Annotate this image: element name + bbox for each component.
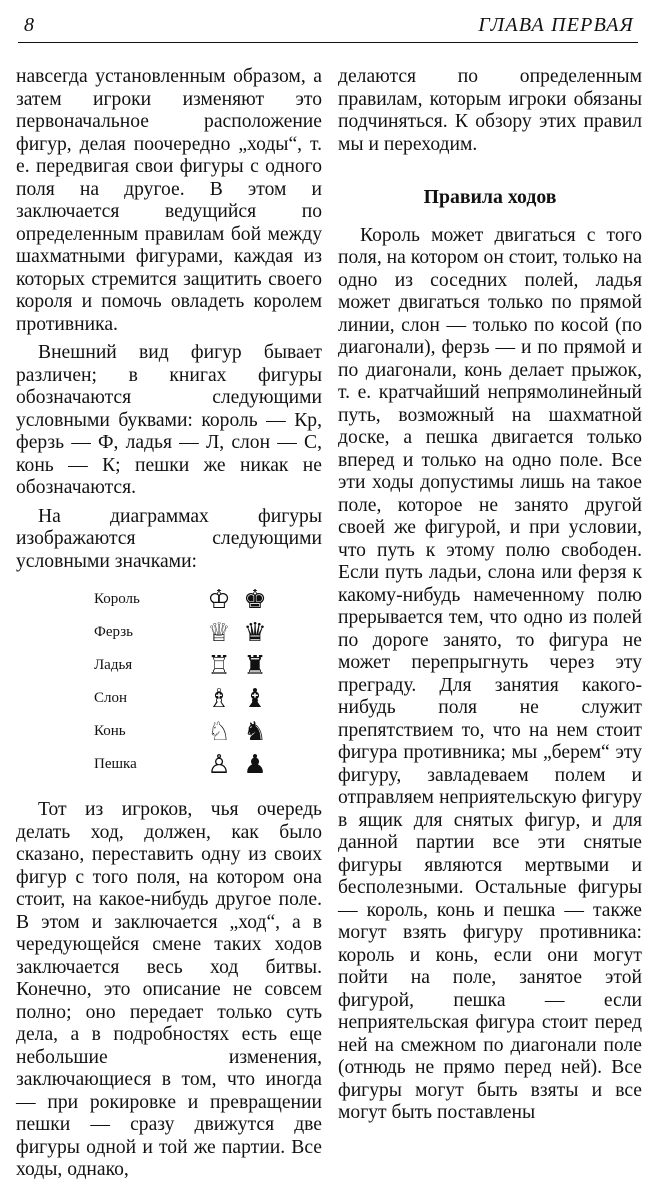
page-header [18, 12, 638, 43]
running-head: ГЛАВА ПЕРВАЯ [478, 14, 634, 36]
right-column [338, 66, 642, 1125]
piece-legend [16, 583, 322, 781]
section-title: Правила ходов [423, 186, 557, 208]
black-pawn-icon: ♟ [243, 749, 267, 780]
paragraph-continuation: навсегда установленным образом, а затем игроки изменяют это первоначальное расположение фигур, делая поочередно „ходы“, т. е. передвигая свои фигуры с одного поля на другое. В этом и заключается ведущийся по определенным правилам бой между шахматными фигурами, каждая из которых стремится защитить своего короля и помочь овладеть королем противника. [16, 66, 322, 335]
white-king-icon: ♔ [207, 584, 231, 615]
page-number: 8 [24, 14, 34, 36]
legend-row-pawn [16, 748, 322, 781]
legend-row-knight [16, 715, 322, 748]
white-bishop-icon: ♗ [207, 683, 231, 714]
legend-row-king [16, 583, 322, 616]
black-rook-icon: ♜ [243, 650, 267, 681]
white-pawn-icon: ♙ [207, 749, 231, 780]
paragraph-move-description: Тот из игроков, чья очередь делать ход, должен, как было сказано, переставить одну из своих фигур с того поля, на котором она стоит, на какое-нибудь другое поле. В этом и заключается „ход“, а в чередующейся смене таких ходов заключается весь ход битвы. Конечно, это описание не совсем полно; оно передает только суть дела, а в подробностях есть еще небольшие изменения, заключающиеся в том, что иногда — при рокировке и превращении пешки — сразу движутся две фигуры одной и той же партии. Все ходы, однако, [16, 799, 322, 1180]
black-queen-icon: ♛ [243, 617, 267, 648]
paragraph-continuation: делаются по определенным правилам, которым игроки обязаны подчиняться. К обзору этих правил мы и переходим. [338, 66, 642, 155]
black-knight-icon: ♞ [243, 716, 267, 747]
paragraph-diagram-symbols: На диаграммах фигуры изображаются следующими условными значками: [16, 505, 322, 572]
legend-label: Конь [94, 723, 126, 740]
white-knight-icon: ♘ [207, 716, 231, 747]
black-king-icon: ♚ [243, 584, 267, 615]
black-bishop-icon: ♝ [243, 683, 267, 714]
paragraph-move-rules: Король может двигаться с того поля, на котором он стоит, только на одно из соседних полей, ладья может двигаться только по прямой линии, слон — только по косой (по диагонали), ферзь — и по прямой и по диагонали, конь делает прыжок, т. е. кратчайший непрямолинейный путь, возможный на шахматной доске, а пешка двигается только вперед и только на одно поле. Все эти ходы допустимы лишь на такое поле, которое не занято другой своей же фигурой, и при условии, что путь к этому полю свободен. Если путь ладьи, слона или ферзя к какому-нибудь намеченному полю прерывается тем, что одно из полей по дороге занято, то фигура не может перепрыгнуть через эту преграду. Для занятия какого-нибудь поля не служит препятствием то, что на нем стоит фигура противника; мы „берем“ эту фигуру, завладеваем полем и отправляем неприятельскую фигуру в ящик для снятых фигур, и для данной партии все эти снятые фигуры являются мертвыми и бесполезными. Остальные фигуры — король, конь и пешка — также могут взять фигуру противника: король и конь, если они могут пойти на поле, занятое этой фигурой, пешка — если неприятельская фигура стоит перед ней на смежном по диагонали поле (отнюдь не прямо перед ней). Все фигуры могут быть взяты и все могут быть поставлены [338, 224, 642, 1123]
legend-row-queen [16, 616, 322, 649]
white-rook-icon: ♖ [207, 650, 231, 681]
legend-row-rook [16, 649, 322, 682]
legend-label: Слон [94, 690, 128, 707]
white-queen-icon: ♕ [207, 617, 231, 648]
legend-label: Пешка [94, 756, 137, 773]
legend-row-bishop [16, 682, 322, 715]
legend-label: Король [94, 591, 140, 608]
left-column [16, 66, 322, 1182]
paragraph-figure-notation: Внешний вид фигур бывает различен; в книгах фигуры обозначаются следующими условными буквами: король — Кр, ферзь — Ф, ладья — Л, слон — С, конь — К; пешки же никак не обозначаются. [16, 342, 322, 498]
legend-label: Ферзь [94, 624, 133, 641]
legend-label: Ладья [94, 657, 133, 674]
